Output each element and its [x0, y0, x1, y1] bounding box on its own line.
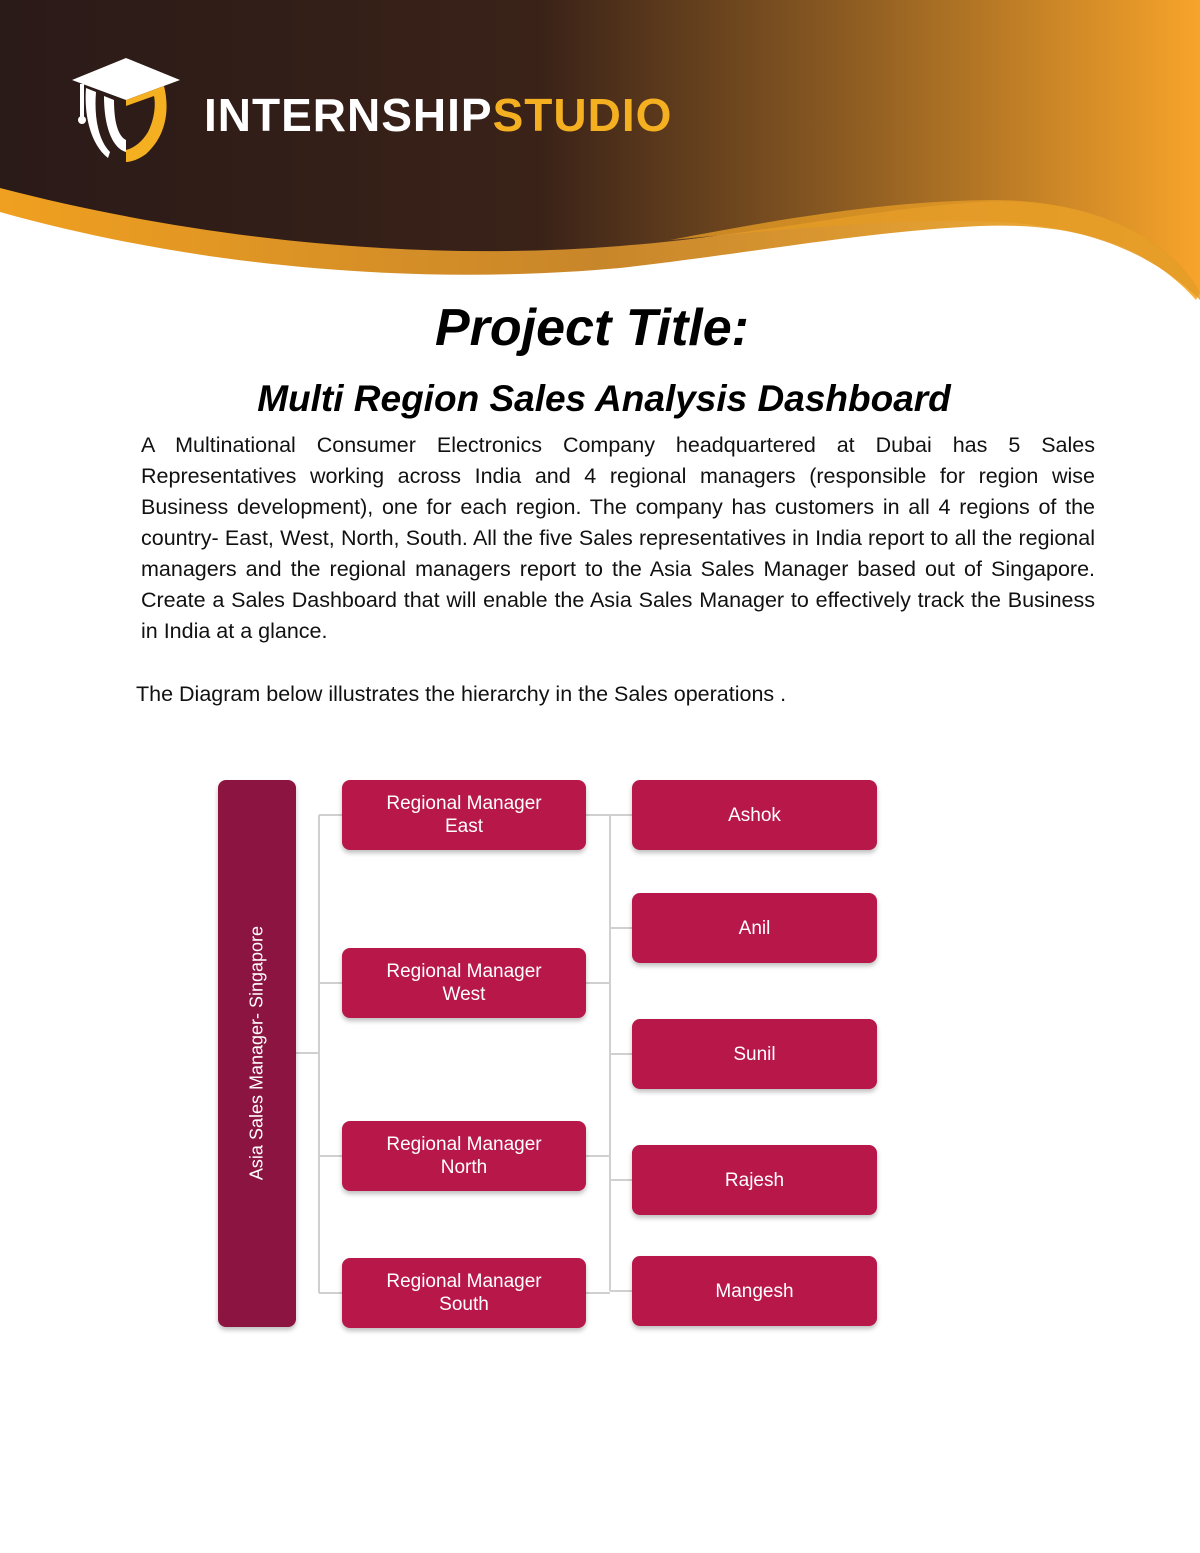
- project-title: Project Title:: [434, 299, 749, 357]
- brand-part-internship: INTERNSHIP: [204, 89, 493, 141]
- description-paragraph: A Multinational Consumer Electronics Company headquartered at Dubai has 5 Sales Representatives working across India and 4 regional managers (responsible for region wise Business development), one for each region. The company has customers in all 4 regions of the country- East, West, North, South. All the five Sales representatives in India report to all the regional managers and the regional managers report to the Asia Sales Manager based out of Singapore. Create a Sales Dashboard that will enable the Asia Sales Manager to effectively track the Business in India at a glance.: [141, 433, 1095, 643]
- manager-title: Regional Manager: [386, 961, 542, 982]
- manager-region: West: [442, 984, 486, 1005]
- brand-wordmark: [204, 88, 672, 142]
- manager-region: East: [444, 816, 483, 837]
- rep-box-sunil: Sunil: [632, 1019, 877, 1089]
- rep-box-anil: Anil: [632, 893, 877, 963]
- manager-region: South: [439, 1294, 489, 1315]
- brand-part-studio: STUDIO: [492, 89, 673, 141]
- manager-box-south: [342, 1258, 586, 1328]
- rep-box-mangesh: Mangesh: [632, 1256, 877, 1326]
- diagram-caption: The Diagram below illustrates the hierarchy in the Sales operations .: [136, 682, 787, 706]
- manager-box-east: [342, 780, 586, 850]
- graduation-cap-logo-icon: [68, 54, 184, 166]
- manager-box-west: [342, 948, 586, 1018]
- manager-title: Regional Manager: [386, 793, 542, 814]
- asia-sales-manager-label: Asia Sales Manager- Singapore: [246, 925, 267, 1181]
- rep-box-rajesh: Rajesh: [632, 1145, 877, 1215]
- project-subtitle: Multi Region Sales Analysis Dashboard: [257, 378, 951, 419]
- manager-title: Regional Manager: [386, 1134, 542, 1155]
- manager-box-north: [342, 1121, 586, 1191]
- rep-box-ashok: Ashok: [632, 780, 877, 850]
- manager-title: Regional Manager: [386, 1271, 542, 1292]
- manager-region: North: [440, 1157, 488, 1178]
